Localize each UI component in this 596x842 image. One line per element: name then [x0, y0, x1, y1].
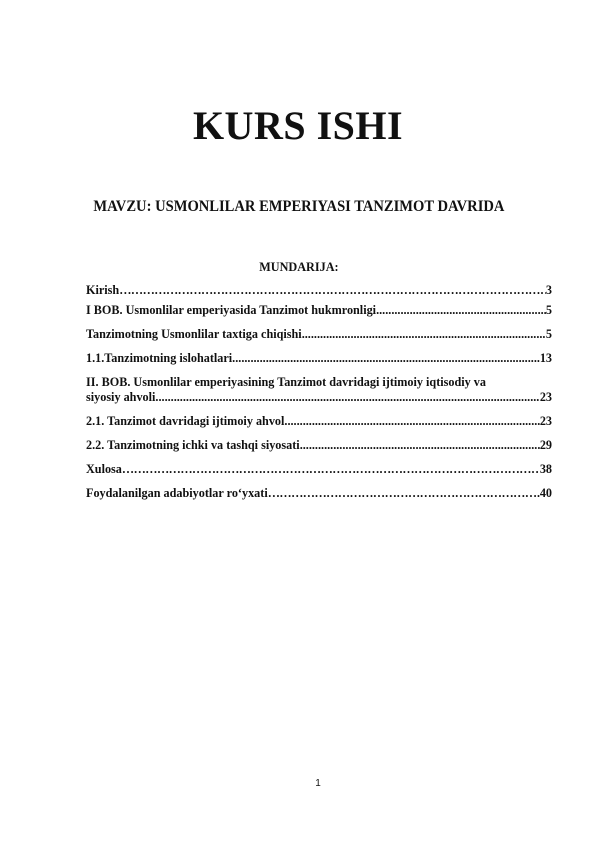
- toc-entry-adabiyotlar: [86, 486, 552, 501]
- toc-leader: [302, 327, 546, 342]
- table-of-contents: [86, 283, 552, 501]
- toc-entry-page: 5: [545, 327, 552, 341]
- toc-leader: [155, 390, 539, 405]
- toc-leader: [232, 351, 540, 366]
- toc-entry-text: Tanzimotning islohatlari: [104, 351, 233, 365]
- toc-entry-text-line1: II. BOB. Usmonlilar emperiyasining Tanzimot davridagi ijtimoiy iqtisodiy va: [86, 375, 486, 389]
- toc-entry-page: 5: [545, 303, 552, 317]
- toc-entry-text: siyosiy ahvoli: [86, 390, 156, 404]
- toc-entry-bob-2: [86, 375, 552, 405]
- toc-entry-text: Tanzimotning Usmonlilar taxtiga chiqishi: [86, 327, 302, 341]
- page-number: 1: [315, 778, 321, 789]
- toc-entry-text: Foydalanilgan adabiyotlar ro‘yxati: [86, 486, 268, 500]
- toc-entry-2-2: [86, 438, 552, 453]
- toc-entry-page: 23: [539, 414, 552, 428]
- toc-entry-taxtga-chiqishi: [86, 327, 552, 342]
- toc-entry-1-1: [86, 351, 552, 366]
- toc-entry-number: 1.1.: [86, 351, 105, 365]
- toc-entry-text: 2.1. Tanzimot davridagi ijtimoiy ahvol: [86, 414, 285, 428]
- toc-heading: MUNDARIJA:: [259, 259, 339, 274]
- toc-leader: [376, 303, 546, 318]
- toc-leader: [268, 486, 540, 501]
- toc-leader: [300, 438, 540, 453]
- toc-entry-page: 29: [539, 438, 552, 452]
- document-title: KURS ISHI: [192, 103, 404, 148]
- toc-entry-text: I BOB. Usmonlilar emperiyasida Tanzimot hukmronligi: [86, 303, 377, 317]
- toc-leader: [284, 414, 539, 429]
- toc-entry-page: 13: [539, 351, 552, 365]
- toc-entry-bob-1: [86, 303, 552, 318]
- toc-entry-page: 23: [539, 390, 552, 404]
- toc-entry-text: Xulosa: [86, 462, 122, 476]
- toc-leader: [119, 283, 546, 298]
- document-subject: MAVZU: USMONLILAR EMPERIYASI TANZIMOT DAVRIDA: [93, 198, 505, 215]
- toc-entry-2-1: [86, 414, 552, 429]
- toc-entry-text: 2.2. Tanzimotning ichki va tashqi siyosati: [86, 438, 300, 452]
- toc-entry-page: 40: [539, 486, 552, 500]
- toc-entry-text: Kirish: [86, 283, 120, 297]
- toc-leader: [122, 462, 540, 477]
- toc-entry-kirish: [86, 283, 552, 298]
- toc-entry-page: 38: [539, 462, 552, 476]
- toc-entry-page: 3: [545, 283, 552, 297]
- toc-entry-xulosa: [86, 462, 552, 477]
